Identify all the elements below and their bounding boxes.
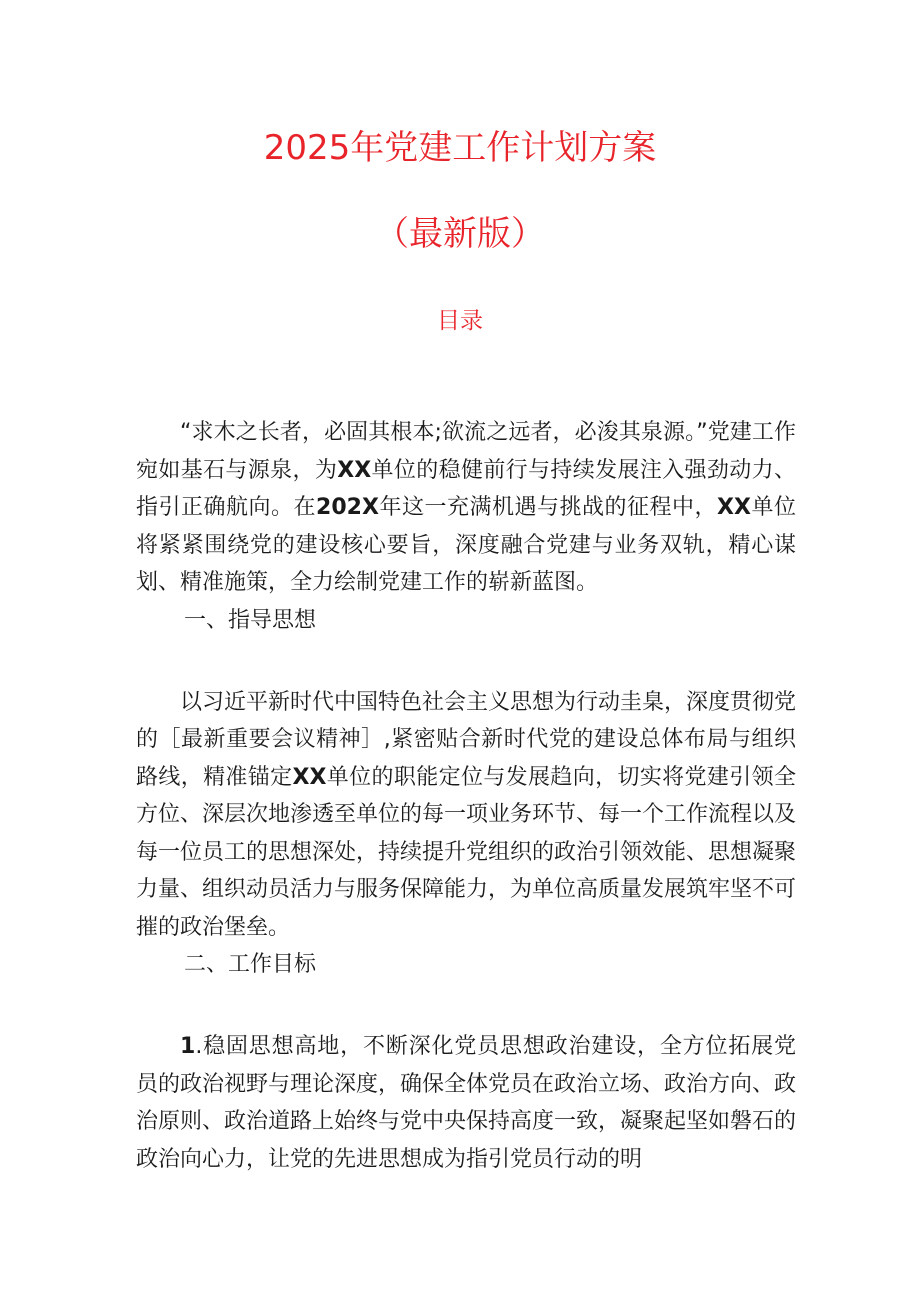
intro-bold-3: XX [717, 495, 751, 520]
document-body [136, 414, 796, 1178]
document-title: 2025年党建工作计划方案 [263, 128, 657, 168]
intro-text-1: “求木之长者，必固其根本;欲流之远者，必浚其泉源。”党建工作宛如基石与源泉，为 [136, 420, 796, 483]
toc-label: 目录 [437, 308, 483, 334]
intro-text-2: 单位的稳健前行与持续发展注入强劲动力、指引正确航向。在 [136, 457, 796, 520]
section-1-heading: 一、指导思想 [184, 607, 317, 633]
intro-paragraph [136, 414, 796, 602]
intro-bold-1: XX [337, 457, 372, 483]
section-2-heading: 二、工作目标 [184, 952, 317, 977]
intro-text-3: 年这一充满机遇与挑战的征程中， [378, 495, 718, 520]
intro-text-4: 单位将紧紧围绕党的建设核心要旨，深度融合党建与业务双轨，精心谋划、精准施策，全力绘制党建工作的崭新蓝图。 [136, 495, 796, 595]
section-1-text-2: 单位的职能定位与发展趋向，切实将党建引领全方位、深层次地渗透至单位的每一项业务环节、每一个工作流程以及每一位员工的思想深处，持续提升党组织的政治引领效能、思想凝聚力量、组织动员活力与服务保障能力，为单位高质量发展筑牢坚不可摧的政治堡垒。 [136, 764, 797, 940]
section-2-item-1-number: 1 [180, 1034, 196, 1059]
section-1-bold-1: XX [292, 764, 327, 790]
section-2-item-1-text: .稳固思想高地，不断深化党员思想政治建设，全方位拓展党员的政治视野与理论深度，确保全体党员在政治立场、政治方向、政治原则、政治道路上始终与党中央保持高度一致，凝聚起坚如磐石的政治向心力，让党的先进思想成为指引党员行动的明 [136, 1034, 797, 1172]
section-2-item-1 [136, 1028, 796, 1178]
intro-bold-2: 202X [316, 495, 379, 520]
section-1-paragraph [136, 684, 796, 947]
document-subtitle: （最新版） [375, 214, 545, 254]
section-1-text-1: 以习近平新时代中国特色社会主义思想为行动圭臬，深度贯彻党的［最新重要会议精神］,紧密贴合新时代党的建设总体布局与组织路线，精准锚定 [136, 689, 797, 790]
